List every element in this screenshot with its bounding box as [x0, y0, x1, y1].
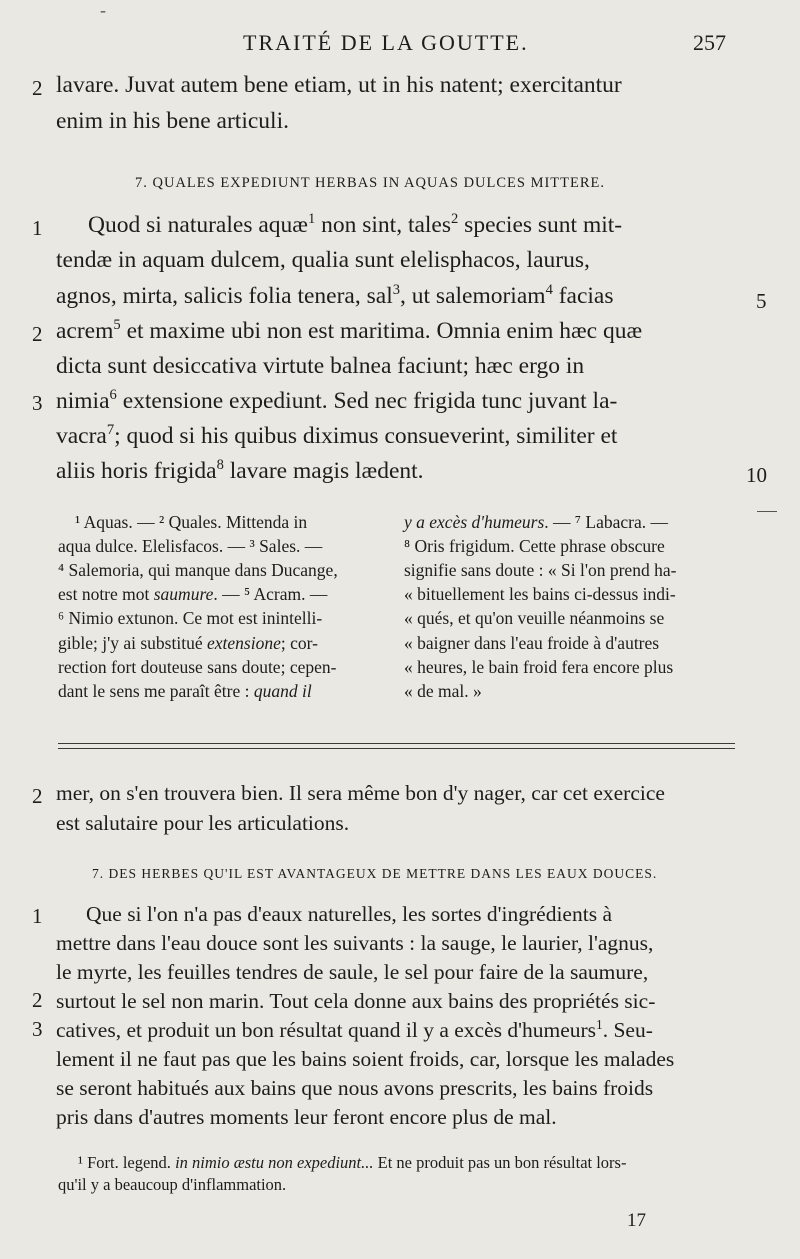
page-number: 257: [693, 30, 726, 55]
text-line: mer, on s'en trouvera bien. Il sera même bon d'y nager, car cet exercice: [56, 781, 665, 805]
footnote-ref: 4: [545, 282, 553, 299]
footnote-line: « qués, et qu'on veuille néanmoins se: [404, 608, 665, 628]
margin-number: 2: [32, 76, 43, 100]
text-line: aliis horis frigida$^8$ lavare magis lædent.: [56, 457, 424, 484]
footnote-line: ⁶ Nimio extunon. Ce mot est inintelli-: [58, 608, 323, 628]
footnote-line: ¹ Aquas. — ² Quales. Mittenda in: [75, 512, 308, 532]
footnote-line: gible; j'y ai substitué extensione; cor-: [58, 633, 318, 653]
footnote-line: rection fort douteuse sans doute; cepen-: [58, 657, 337, 677]
footnote-ref: 7: [106, 422, 115, 439]
text-line: vacra$^7$; quod si his quibus diximus consueverint, similiter et: [56, 422, 618, 449]
footnote-line: « bituellement les bains ci-dessus indi-: [404, 584, 676, 604]
text-line: enim in his bene articuli.: [56, 108, 289, 134]
footnote-line: ⁸ Oris frigidum. Cette phrase obscure: [404, 536, 665, 556]
margin-number: 3: [32, 391, 43, 415]
footnote-line: dant le sens me paraît être : quand il: [58, 681, 312, 701]
margin-number: 2: [32, 988, 43, 1012]
footnote-ref: 3: [392, 282, 401, 299]
line-count-marker: 10: [746, 463, 767, 487]
footnote-line: est notre mot saumure. — ⁵ Acram. —: [58, 584, 328, 604]
text-line: surtout le sel non marin. Tout cela donne aux bains des propriétés sic-: [56, 989, 656, 1013]
footnote-line: « heures, le bain froid fera encore plus: [404, 657, 674, 677]
footnote-ref: 1: [307, 211, 316, 228]
text-line: agnos, mirta, salicis folia tenera, sal$^3$, ut salemoriam$^4$ facias: [56, 282, 614, 309]
margin-number: 2: [32, 784, 43, 808]
footnote-line: y a excès d'humeurs. — ⁷ Labacra. —: [404, 512, 668, 532]
text-line: mettre dans l'eau douce sont les suivants : la sauge, le laurier, l'agnus,: [56, 931, 654, 955]
footnote-ref: 8: [216, 457, 224, 474]
text-line: acrem$^5$ et maxime ubi non est maritima. Omnia enim hæc quæ: [56, 317, 643, 344]
latin-section-heading: 7. QUALES EXPEDIUNT HERBAS IN AQUAS DULCES MITTERE.: [135, 175, 606, 191]
section-divider: [58, 748, 735, 749]
running-header-title: TRAITÉ DE LA GOUTTE.: [243, 30, 529, 55]
margin-number: 1: [32, 216, 43, 240]
margin-number: 3: [32, 1017, 43, 1041]
text-line: tendæ in aquam dulcem, qualia sunt elelisphacos, laurus,: [56, 247, 590, 273]
text-line: est salutaire pour les articulations.: [56, 811, 350, 835]
text-line: lement il ne faut pas que les bains soient froids, car, lorsque les malades: [56, 1047, 675, 1071]
footnote-line: signifie sans doute : « Si l'on prend ha-: [404, 560, 677, 580]
footnote-line: aqua dulce. Elelisfacos. — ³ Sales. —: [58, 536, 323, 556]
text-line: Que si l'on n'a pas d'eaux naturelles, les sortes d'ingrédients à: [86, 902, 612, 926]
margin-number: 1: [32, 904, 43, 928]
printer-signature: 17: [627, 1210, 646, 1231]
text-line: pris dans d'autres moments leur feront encore plus de mal.: [56, 1105, 557, 1129]
footnote-line: « de mal. »: [404, 681, 482, 701]
margin-dash: [757, 511, 777, 512]
text-line: Quod si naturales aquæ$^1$ non sint, tales$^2$ species sunt mit-: [88, 211, 623, 238]
top-mark: -: [100, 0, 106, 20]
section-divider: [58, 743, 735, 744]
footnote-line: ¹ Fort. legend. in nimio æstu non expediunt... Et ne produit pas un bon résultat lors-: [78, 1153, 627, 1172]
footnote-line: qu'il y a beaucoup d'inflammation.: [58, 1175, 287, 1194]
footnote-ref: 6: [109, 387, 117, 404]
text-line: dicta sunt desiccativa virtute balnea faciunt; hæc ergo in: [56, 353, 585, 379]
footnote-line: ⁴ Salemoria, qui manque dans Ducange,: [58, 560, 338, 580]
footnote-ref: 2: [451, 211, 459, 228]
text-line: se seront habitués aux bains que nous avons prescrits, les bains froids: [56, 1076, 654, 1100]
text-line: lavare. Juvat autem bene etiam, ut in his natent; exercitantur: [56, 72, 622, 98]
text-line: le myrte, les feuilles tendres de saule, le sel pour faire de la saumure,: [56, 960, 649, 984]
footnote-ref: 5: [113, 317, 121, 334]
footnote-line: « baigner dans l'eau froide à d'autres: [404, 633, 660, 653]
text-line: nimia$^6$ extensione expediunt. Sed nec frigida tunc juvant la-: [56, 387, 618, 414]
french-section-heading: 7. DES HERBES QU'IL EST AVANTAGEUX DE METTRE DANS LES EAUX DOUCES.: [92, 866, 658, 881]
margin-number: 2: [32, 322, 43, 346]
footnote-ref: 1: [596, 1016, 603, 1032]
text-line: catives, et produit un bon résultat quand il y a excès d'humeurs$^1$. Seu-: [56, 1016, 653, 1042]
line-count-marker: 5: [756, 289, 767, 313]
